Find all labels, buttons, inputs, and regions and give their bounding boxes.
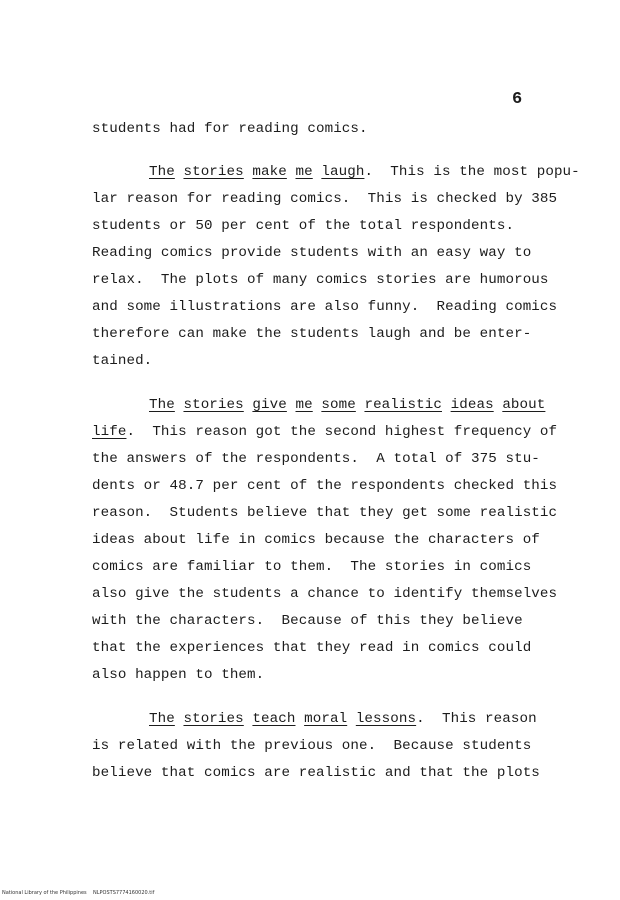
text-line: lar reason for reading comics. This is checked by 385 — [92, 191, 558, 207]
text-line: that the experiences that they read in comics could — [92, 640, 532, 656]
text-line: with the characters. Because of this they believe — [92, 613, 523, 629]
heading-word: about — [502, 397, 546, 413]
heading-word: lessons — [355, 711, 417, 727]
heading-word: moral — [304, 711, 348, 727]
heading-word: give — [252, 397, 287, 413]
text-fragment: This reason got the second highest frequency of — [152, 424, 558, 440]
heading-word: The — [149, 397, 175, 413]
text-line: dents or 48.7 per cent of the respondents checked this — [92, 478, 558, 494]
heading-word: me — [295, 164, 313, 180]
heading-word: make — [252, 164, 287, 180]
text-line: also happen to them. — [92, 667, 265, 683]
text-line: Reading comics provide students with an easy way to — [92, 245, 532, 261]
paragraph-heading-line — [149, 397, 545, 413]
heading-word: The — [149, 711, 175, 727]
text-line: tained. — [92, 353, 153, 369]
heading-word: ideas — [450, 397, 494, 413]
heading-word: some — [321, 397, 356, 413]
text-fragment: This reason — [441, 711, 537, 727]
text-line: is related with the previous one. Because students — [92, 738, 532, 754]
heading-word: realistic — [364, 397, 442, 413]
text-line: reason. Students believe that they get some realistic — [92, 505, 558, 521]
text-line: relax. The plots of many comics stories are humorous — [92, 272, 549, 288]
text-line: students had for reading comics. — [92, 121, 368, 137]
heading-word: stories — [183, 164, 244, 180]
text-line: believe that comics are realistic and that the plots — [92, 765, 540, 781]
heading-word: me — [295, 397, 313, 413]
paragraph-heading-line: The stories make me laugh. This is the most popu- — [149, 164, 580, 180]
text-line: also give the students a chance to identify themselves — [92, 586, 558, 602]
text-line: comics are familiar to them. The stories in comics — [92, 559, 532, 575]
text-fragment: This is the most popu- — [390, 164, 580, 180]
text-line: ideas about life in comics because the characters of — [92, 532, 540, 548]
text-line: the answers of the respondents. A total of 375 stu- — [92, 451, 540, 467]
heading-word: teach — [252, 711, 296, 727]
text-line: therefore can make the students laugh and be enter- — [92, 326, 532, 342]
page-number: 6 — [512, 90, 523, 109]
text-line: and some illustrations are also funny. Reading comics — [92, 299, 558, 315]
heading-word: stories — [183, 711, 244, 727]
scan-footer: National Library of the Philippines NLPOSTS7774160020.tif — [2, 890, 155, 896]
heading-word: The — [149, 164, 175, 180]
heading-word: laugh — [321, 164, 365, 180]
heading-word: life — [92, 424, 127, 440]
heading-word: stories — [183, 397, 244, 413]
text-line: students or 50 per cent of the total respondents. — [92, 218, 515, 234]
paragraph-heading-line: The stories teach moral lessons. This reason — [149, 711, 537, 727]
paragraph-heading-line: life. This reason got the second highest frequency of — [92, 424, 558, 440]
